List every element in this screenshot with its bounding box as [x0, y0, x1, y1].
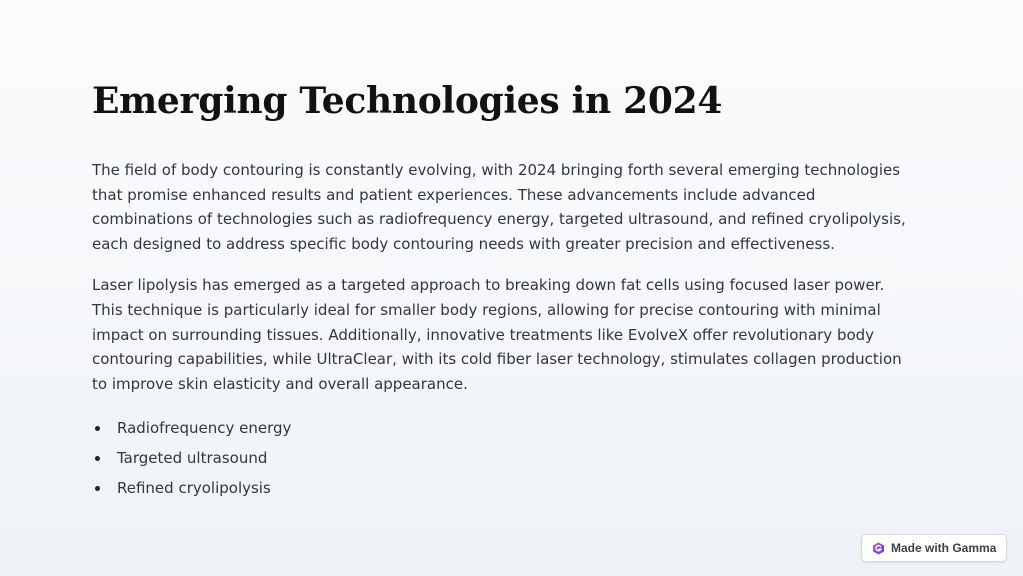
- bullet-dot-icon: [95, 456, 100, 461]
- list-item: [92, 473, 922, 503]
- paragraph-laser-lipolysis: Laser lipolysis has emerged as a targeted approach to breaking down fat cells using focused laser power. This technique is particularly ideal for smaller body regions, allowing for precise contouring with minimal impact on surrounding tissues. Additionally, innovative treatments like EvolveX offer revolutionary body contouring capabilities, while UltraClear, with its cold fiber laser technology, stimulates collagen production to improve skin elasticity and overall appearance.: [92, 276, 902, 393]
- list-item-label: Refined cryolipolysis: [117, 479, 271, 498]
- slide-title: Emerging Technologies in 2024: [92, 80, 723, 122]
- list-item-label: Targeted ultrasound: [117, 449, 268, 468]
- list-item: [92, 413, 922, 443]
- list-item-label: Radiofrequency energy: [117, 419, 292, 438]
- badge-label: Made with Gamma: [891, 541, 997, 555]
- paragraph-intro: The field of body contouring is constantly evolving, with 2024 bringing forth several emerging technologies that promise enhanced results and patient experiences. These advancements include advanced combinations of technologies such as radiofrequency energy, targeted ultrasound, and refined cryolipolysis, each designed to address specific body contouring needs with greater precision and effectiveness.: [92, 161, 906, 253]
- slide-content: [92, 78, 922, 503]
- gamma-logo-icon: [872, 542, 885, 555]
- bullet-dot-icon: [95, 486, 100, 491]
- list-item: [92, 443, 922, 473]
- bullet-dot-icon: [95, 426, 100, 431]
- made-with-gamma-button[interactable]: [861, 534, 1007, 562]
- bullet-list: [92, 413, 922, 503]
